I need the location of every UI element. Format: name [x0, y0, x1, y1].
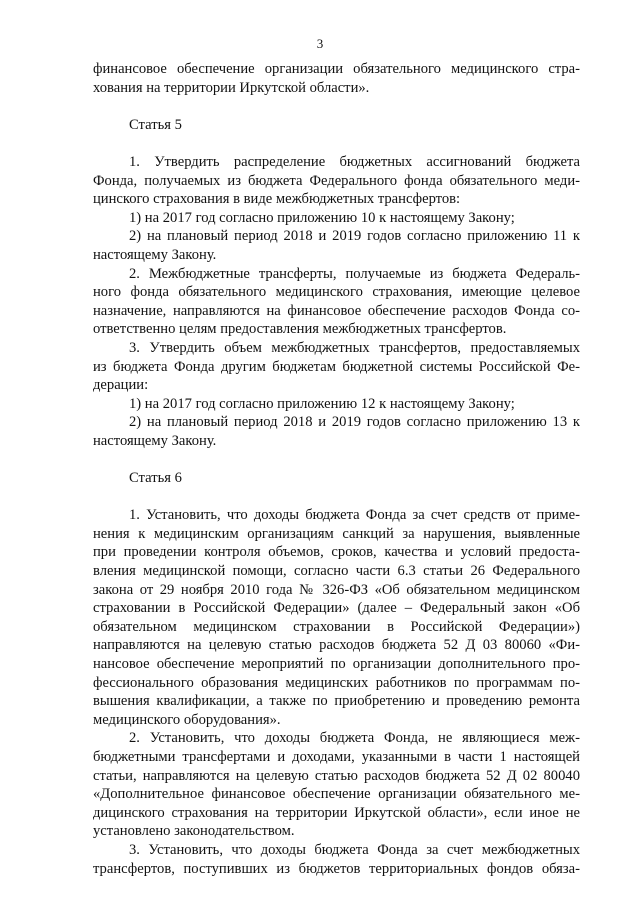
text-line: установлено законодательством. [93, 823, 295, 840]
text-line: 2. Установить, что доходы бюджета Фонда, не являющиеся меж- [129, 730, 580, 747]
text-line: цинского страхования в виде межбюджетных трансфертов: [93, 191, 461, 208]
text-line: ответственно целям предоставления межбюджетных трансфертов. [93, 321, 507, 338]
text-line: обязательном медицинском страховании в Российской Федерации») [93, 618, 580, 635]
document-body [93, 60, 580, 878]
text-line: статьи, направляются на целевую статью расходов бюджета 52 Д 02 80040 [93, 767, 580, 784]
text-line: 3. Утвердить объем межбюджетных трансфертов, предоставляемых [129, 339, 580, 356]
text-line: страховании в Российской Федерации» (далее – Федеральный закон «Об [93, 600, 580, 617]
text-line: бюджетными трансфертами и доходами, указанными в части 1 настоящей [93, 748, 580, 765]
text-line: фессионального образования медицинских работников по программам по- [93, 674, 580, 691]
text-line: из бюджета Фонда другим бюджетам бюджетной системы Российской Фе- [93, 358, 580, 375]
list-item: 1) на 2017 год согласно приложению 10 к настоящему Закону; [129, 209, 515, 226]
list-item: 2) на плановый период 2018 и 2019 годов согласно приложению 13 к [129, 414, 580, 431]
text-line: нения к медицинским организациям санкций за нарушения, выявленные [93, 525, 580, 542]
text-line: хования на территории Иркутской области». [93, 79, 370, 96]
article-6-heading: Статья 6 [129, 470, 182, 487]
text-line: настоящему Закону. [93, 432, 217, 449]
text-line: «Дополнительное финансовое обеспечение организации обязательного ме- [93, 786, 580, 803]
text-line: назначение, направляются на финансовое обеспечение расходов Фонда со- [93, 302, 580, 319]
page-number: 3 [316, 36, 324, 51]
text-line: вышения квалификации, а также по приобретению и проведению ремонта [93, 693, 580, 710]
text-line: 1. Утвердить распределение бюджетных ассигнований бюджета [129, 153, 580, 170]
text-line: медицинского оборудования». [93, 711, 281, 728]
text-line: вления медицинской помощи, согласно части 6.3 статьи 26 Федерального [93, 563, 580, 580]
text-line: при проведении контроля объемов, сроков, качества и условий предоста- [93, 544, 580, 561]
text-line: направляются на целевую статью расходов бюджета 52 Д 03 80060 «Фи- [93, 637, 580, 654]
list-item: 1) на 2017 год согласно приложению 12 к настоящему Закону; [129, 395, 515, 412]
text-line: настоящему Закону. [93, 246, 217, 263]
text-line: нансовое обеспечение мероприятий по организации дополнительного про- [93, 656, 580, 672]
text-line: Фонда, получаемых из бюджета Федерального фонда обязательного меди- [93, 172, 580, 189]
text-line: 2. Межбюджетные трансферты, получаемые из бюджета Федераль- [129, 265, 580, 282]
text-line: 1. Установить, что доходы бюджета Фонда за счет средств от приме- [129, 507, 580, 524]
text-line: закона от 29 ноября 2010 года № 326-ФЗ «Об обязательном медицинском [93, 581, 580, 598]
article-5-heading: Статья 5 [129, 116, 182, 133]
text-line: трансфертов, поступивших из бюджетов территориальных фондов обяза- [93, 860, 580, 877]
text-line: 3. Установить, что доходы бюджета Фонда за счет межбюджетных [129, 841, 580, 858]
text-line: дицинского страхования на территории Иркутской области», если иное не [93, 804, 580, 821]
text-line: дерации: [93, 377, 149, 394]
text-line: ного фонда обязательного медицинского страхования, имеющие целевое [93, 284, 580, 301]
list-item: 2) на плановый период 2018 и 2019 годов согласно приложению 11 к [129, 228, 580, 245]
text-line: финансовое обеспечение организации обязательного медицинского стра- [93, 61, 580, 77]
